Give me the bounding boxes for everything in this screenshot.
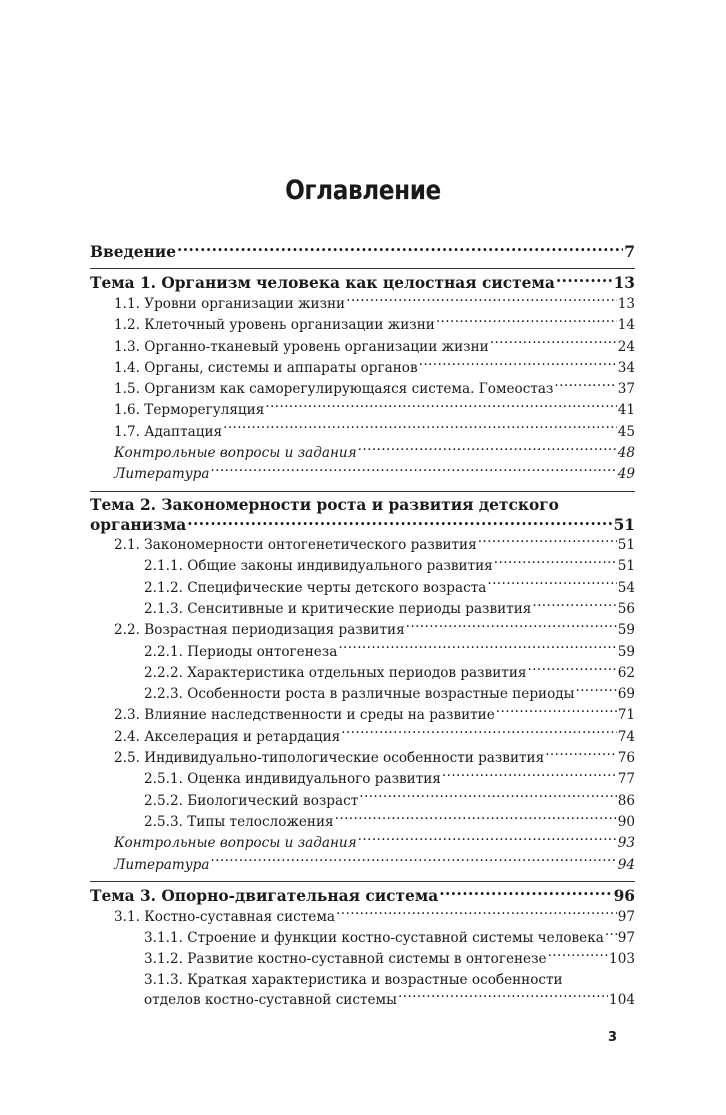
toc-entry-page: 51 bbox=[613, 516, 635, 535]
dot-leader bbox=[177, 242, 623, 257]
toc-entry-page: 7 bbox=[624, 243, 635, 261]
dot-leader bbox=[223, 422, 617, 436]
toc-entry-page: 97 bbox=[617, 908, 635, 925]
dot-leader bbox=[545, 748, 617, 762]
page-number: 3 bbox=[608, 1030, 618, 1045]
toc-entry[interactable] bbox=[90, 241, 635, 263]
dot-leader bbox=[554, 380, 616, 394]
dot-leader bbox=[336, 907, 617, 921]
toc-entry[interactable] bbox=[90, 400, 635, 421]
section-divider bbox=[90, 268, 635, 269]
toc-entry[interactable] bbox=[90, 971, 635, 1011]
toc-entry-page: 104 bbox=[609, 991, 635, 1008]
toc-entry-page: 74 bbox=[617, 728, 635, 745]
toc-entry-title: Литература bbox=[114, 466, 210, 483]
toc-entry[interactable] bbox=[90, 949, 635, 970]
section-divider bbox=[90, 491, 635, 492]
toc-entry-title: 1.6. Терморегуляция bbox=[114, 402, 265, 419]
toc-entry-title-line: 3.1.3. Краткая характеристика и возрастные особенности bbox=[144, 971, 563, 988]
toc-entry[interactable] bbox=[90, 855, 635, 876]
toc-entry-title: Контрольные вопросы и задания bbox=[114, 835, 357, 852]
dot-leader bbox=[265, 401, 616, 415]
toc-entry[interactable] bbox=[90, 578, 635, 599]
toc-entry-title: Тема 1. Организм человека как целостная система bbox=[90, 274, 555, 292]
toc-entry-title: 2.5.3. Типы телосложения bbox=[144, 813, 334, 830]
toc-entry-page: 59 bbox=[617, 643, 635, 660]
toc-entry-title: 2.2.3. Особенности роста в различные возрастные периоды bbox=[144, 686, 575, 703]
toc-entry-page: 51 bbox=[617, 537, 635, 554]
toc-entry[interactable] bbox=[90, 495, 635, 535]
dot-leader bbox=[532, 599, 616, 613]
toc-entry-page: 56 bbox=[617, 600, 635, 617]
toc-entry-title: Контрольные вопросы и задания bbox=[114, 445, 357, 462]
toc-entry-page: 14 bbox=[617, 317, 635, 334]
dot-leader bbox=[436, 316, 617, 330]
dot-leader bbox=[494, 557, 617, 571]
toc-entry-title: 2.4. Акселерация и ретардация bbox=[114, 728, 341, 745]
toc-entry[interactable] bbox=[90, 422, 635, 443]
dot-leader bbox=[487, 578, 616, 592]
dot-leader bbox=[358, 443, 617, 457]
toc-entry-page: 77 bbox=[617, 771, 635, 788]
toc-entry[interactable] bbox=[90, 907, 635, 928]
toc-entry-page: 71 bbox=[617, 707, 635, 724]
toc-entry-title: 2.5. Индивидуально-типологические особенности развития bbox=[114, 750, 545, 767]
toc-entry-page: 69 bbox=[617, 686, 635, 703]
toc-entry-title: 2.2.2. Характеристика отдельных периодов развития bbox=[144, 664, 527, 681]
dot-leader bbox=[341, 727, 616, 741]
dot-leader bbox=[527, 663, 616, 677]
dot-leader bbox=[335, 812, 617, 826]
toc-entry-title: 1.7. Адаптация bbox=[114, 423, 223, 440]
toc-entry-page: 62 bbox=[617, 664, 635, 681]
toc-entry[interactable] bbox=[90, 791, 635, 812]
toc-entry-title: организма bbox=[90, 516, 187, 535]
toc-entry-title: Тема 3. Опорно-двигательная система bbox=[90, 886, 439, 905]
section-divider bbox=[90, 881, 635, 882]
toc-entry-page: 13 bbox=[617, 296, 635, 312]
toc-entry[interactable] bbox=[90, 620, 635, 641]
toc-entry[interactable] bbox=[90, 833, 635, 854]
toc-entry[interactable] bbox=[90, 599, 635, 620]
toc-entry-title: 2.5.2. Биологический возраст bbox=[144, 792, 359, 809]
dot-leader bbox=[478, 535, 617, 549]
toc-entry[interactable] bbox=[90, 748, 635, 769]
toc-entry-title-line: Тема 2. Закономерности роста и развития детского bbox=[90, 495, 559, 514]
page-title: Оглавление bbox=[285, 175, 441, 206]
toc-entry[interactable] bbox=[90, 642, 635, 663]
toc-entry[interactable] bbox=[90, 272, 635, 294]
toc-entry-page: 45 bbox=[617, 423, 635, 440]
toc-entry-title: отделов костно-суставной системы bbox=[144, 991, 397, 1008]
toc-entry-title: 1.2. Клеточный уровень организации жизни bbox=[114, 317, 435, 334]
toc-entry-page: 54 bbox=[617, 579, 635, 596]
toc-entry[interactable] bbox=[90, 443, 635, 464]
toc-entry-page: 76 bbox=[617, 750, 635, 767]
toc-entry-title: 1.1. Уровни организации жизни bbox=[114, 296, 346, 312]
toc-entry[interactable] bbox=[90, 464, 635, 485]
toc-entry[interactable] bbox=[90, 315, 635, 336]
toc-entry[interactable] bbox=[90, 705, 635, 726]
toc-entry-title: Введение bbox=[90, 243, 177, 261]
toc-entry-page: 34 bbox=[617, 359, 635, 376]
toc-entry[interactable] bbox=[90, 379, 635, 400]
toc-entry[interactable] bbox=[90, 337, 635, 358]
toc-entry-page: 93 bbox=[617, 835, 635, 852]
toc-entry-title: 2.2.1. Периоды онтогенеза bbox=[144, 643, 338, 660]
toc-entry-page: 90 bbox=[617, 813, 635, 830]
toc-entry[interactable] bbox=[90, 358, 635, 379]
toc-entry-title: 2.2. Возрастная периодизация развития bbox=[114, 622, 405, 639]
dot-leader bbox=[359, 791, 616, 805]
dot-leader bbox=[439, 885, 612, 900]
toc-entry-title: 2.1.3. Сенситивные и критические периоды развития bbox=[144, 600, 532, 617]
dot-leader bbox=[338, 642, 616, 656]
toc-entry-title: 3.1.1. Строение и функции костно-суставной системы человека bbox=[144, 930, 604, 947]
toc-entry-title: 2.1. Закономерности онтогенетического развития bbox=[114, 537, 477, 554]
toc-entry[interactable] bbox=[90, 885, 635, 907]
table-of-contents bbox=[90, 241, 635, 1010]
toc-entry-title: 2.3. Влияние наследственности и среды на развитие bbox=[114, 707, 495, 724]
dot-leader bbox=[490, 337, 617, 351]
dot-leader bbox=[496, 706, 617, 720]
toc-entry[interactable] bbox=[90, 727, 635, 748]
toc-entry-page: 103 bbox=[609, 951, 635, 968]
toc-entry[interactable] bbox=[90, 294, 635, 315]
toc-entry-title: 1.3. Органно-тканевый уровень организации жизни bbox=[114, 338, 489, 355]
toc-entry-page: 13 bbox=[613, 274, 635, 292]
dot-leader bbox=[210, 465, 616, 479]
dot-leader bbox=[406, 621, 617, 635]
toc-entry-title: 3.1. Костно-суставная система bbox=[114, 908, 336, 925]
toc-entry-page: 24 bbox=[617, 338, 635, 355]
toc-entry[interactable] bbox=[90, 769, 635, 790]
toc-entry[interactable] bbox=[90, 663, 635, 684]
toc-entry-title: 2.1.2. Специфические черты детского возраста bbox=[144, 579, 487, 596]
toc-entry-page: 37 bbox=[617, 381, 635, 398]
toc-entry-page: 41 bbox=[617, 402, 635, 419]
toc-entry-page: 59 bbox=[617, 622, 635, 639]
toc-entry-page: 51 bbox=[617, 558, 635, 575]
toc-entry-title: 2.5.1. Оценка индивидуального развития bbox=[144, 771, 441, 788]
toc-entry-title: 2.1.1. Общие законы индивидуального развития bbox=[144, 558, 493, 575]
toc-entry-title: 1.4. Органы, системы и аппараты органов bbox=[114, 359, 418, 376]
toc-entry[interactable] bbox=[90, 535, 635, 556]
dot-leader bbox=[419, 358, 617, 372]
dot-leader bbox=[605, 929, 617, 943]
toc-entry[interactable] bbox=[90, 556, 635, 577]
toc-entry-page: 49 bbox=[617, 466, 635, 483]
dot-leader bbox=[358, 834, 617, 848]
toc-entry-title: 3.1.2. Развитие костно-суставной системы в онтогенезе bbox=[144, 951, 547, 968]
toc-entry-page: 97 bbox=[617, 930, 635, 947]
dot-leader bbox=[575, 685, 616, 699]
dot-leader bbox=[210, 855, 616, 869]
toc-entry[interactable] bbox=[90, 684, 635, 705]
toc-entry-title: Литература bbox=[114, 856, 210, 873]
toc-entry-title: 1.5. Организм как саморегулирующаяся система. Гомеостаз bbox=[114, 381, 554, 398]
dot-leader bbox=[346, 294, 617, 308]
toc-entry[interactable] bbox=[90, 928, 635, 949]
dot-leader bbox=[398, 990, 608, 1004]
toc-entry[interactable] bbox=[90, 812, 635, 833]
dot-leader bbox=[556, 273, 613, 288]
toc-entry-page: 48 bbox=[617, 445, 635, 462]
toc-entry-page: 86 bbox=[617, 792, 635, 809]
dot-leader bbox=[187, 515, 612, 530]
dot-leader bbox=[442, 770, 617, 784]
dot-leader bbox=[548, 950, 608, 964]
toc-entry-page: 96 bbox=[613, 886, 635, 905]
toc-entry-page: 94 bbox=[617, 856, 635, 873]
